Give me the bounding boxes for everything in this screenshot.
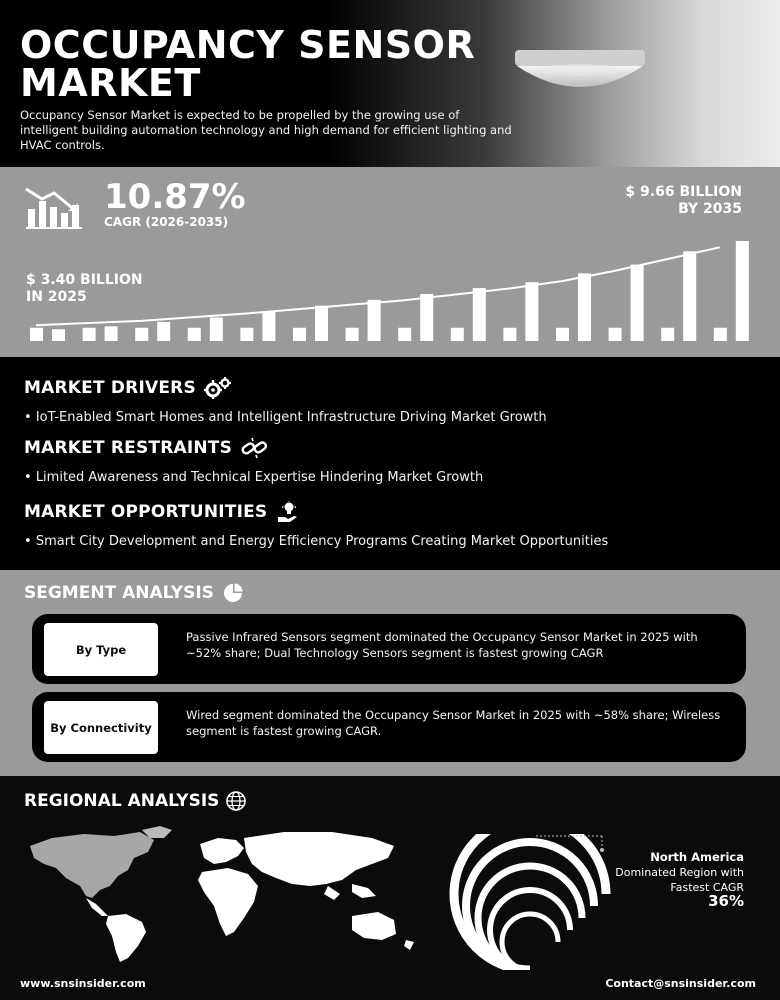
bar-main [210, 317, 223, 341]
segment-label: By Type [44, 623, 158, 676]
segment-text: Wired segment dominated the Occupancy Sensor Market in 2025 with ~58% share; Wireless segment is fastest growing CAGR. [186, 708, 721, 738]
segment-card-type [32, 614, 746, 684]
region-share-rings [440, 834, 620, 970]
globe-icon [225, 790, 247, 812]
start-value-amount: $ 3.40 BILLION [26, 272, 143, 288]
segment-text: Passive Infrared Sensors segment dominated the Occupancy Sensor Market in 2025 with ~52% share; Dual Technology Sensors segment is fastest growing CAGR [186, 630, 698, 660]
bar-small [451, 328, 464, 341]
opportunities-item: • Smart City Development and Energy Efficiency Programs Creating Market Opportunities [24, 534, 608, 549]
segment-label: By Connectivity [44, 701, 158, 754]
restraints-item: • Limited Awareness and Technical Expertise Hindering Market Growth [24, 470, 483, 485]
bar-main [578, 273, 591, 341]
bar-small [609, 328, 622, 341]
restraints-title: MARKET RESTRAINTS [24, 438, 233, 458]
contact-email[interactable]: Contact@snsinsider.com [605, 977, 756, 990]
bar-main [420, 294, 433, 341]
bar-small [503, 328, 516, 341]
world-map [22, 824, 427, 964]
drivers-heading [24, 377, 232, 399]
bar-chart-down-icon [24, 185, 84, 229]
bar-small [346, 328, 359, 341]
bar-main [52, 329, 65, 341]
bar-main [631, 265, 644, 341]
bar-small [135, 328, 148, 341]
broken-chain-icon [240, 437, 268, 459]
drivers-title: MARKET DRIVERS [24, 378, 196, 398]
bar-small [83, 328, 96, 341]
segment-heading [24, 582, 244, 604]
start-value-year: IN 2025 [26, 289, 87, 305]
bar-small [188, 328, 201, 341]
end-value-year: BY 2035 [678, 201, 742, 217]
segment-card-connectivity [32, 692, 746, 762]
region-name: North America [650, 850, 744, 864]
opportunities-heading [24, 501, 303, 523]
start-value [26, 272, 143, 306]
bar-main [368, 300, 381, 341]
region-description: Dominated Region with Fastest CAGR [615, 866, 744, 894]
bar-main [315, 306, 328, 341]
bar-main [736, 241, 749, 341]
bar-small [240, 328, 253, 341]
bar-main [157, 322, 170, 341]
growth-panel [0, 167, 780, 357]
page-subtitle: Occupancy Sensor Market is expected to be propelled by the growing use of intelligent building automation technology and high demand for efficient lighting and HVAC controls. [20, 108, 512, 152]
bar-main [105, 326, 118, 341]
gears-icon [204, 377, 232, 399]
bar-small [714, 328, 727, 341]
market-dynamics [0, 357, 780, 570]
pie-chart-icon [222, 582, 244, 604]
bar-main [473, 288, 486, 341]
bar-main [525, 282, 538, 341]
bar-small [661, 328, 674, 341]
regional-analysis [0, 776, 780, 970]
end-value-amount: $ 9.66 BILLION [625, 184, 742, 200]
cagr-label: CAGR (2026-2035) [104, 215, 229, 229]
segment-analysis [0, 570, 780, 776]
bar-small [30, 328, 43, 341]
regional-heading [24, 790, 247, 812]
bar-main [262, 312, 275, 341]
lightbulb-hand-icon [275, 501, 303, 523]
drivers-item: • IoT-Enabled Smart Homes and Intelligent Infrastructure Driving Market Growth [24, 410, 547, 425]
page-title: OCCUPANCY SENSOR MARKET [20, 23, 476, 105]
region-share: 36% [708, 892, 744, 910]
bar-small [398, 328, 411, 341]
header [0, 0, 780, 167]
website-link[interactable]: www.snsinsider.com [20, 977, 146, 990]
restraints-heading [24, 437, 268, 459]
regional-title: REGIONAL ANALYSIS [24, 791, 220, 811]
opportunities-title: MARKET OPPORTUNITIES [24, 502, 268, 522]
bar-small [293, 328, 306, 341]
bar-small [556, 328, 569, 341]
bar-main [683, 251, 696, 341]
end-value [625, 184, 742, 218]
segment-title: SEGMENT ANALYSIS [24, 583, 214, 603]
footer [0, 970, 780, 1000]
cagr-value: 10.87% [104, 177, 246, 217]
